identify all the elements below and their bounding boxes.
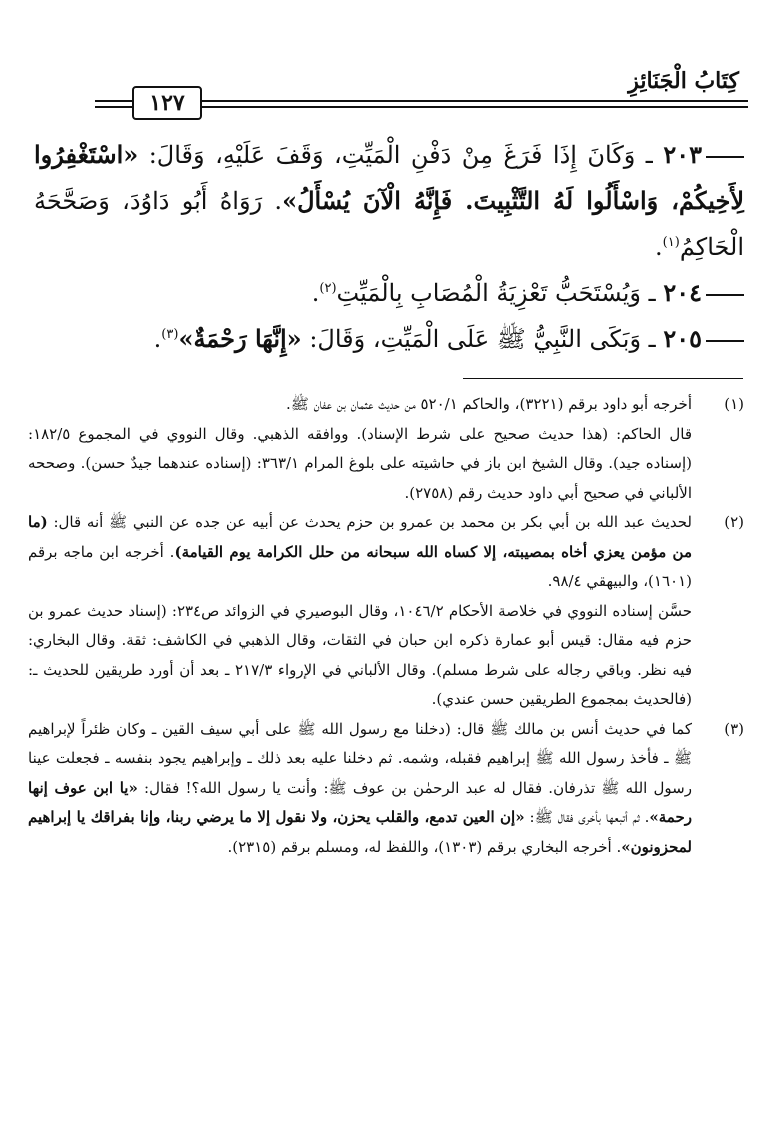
hadith-text: ـ وَكَانَ إِذَا فَرَغَ مِنْ دَفْنِ الْمَيِّتِ، وَقَفَ عَلَيْهِ، وَقَالَ: (138, 141, 653, 169)
page-number: ١٢٧ (132, 86, 202, 120)
footnote-body (28, 715, 692, 863)
hadith-text-block (34, 132, 744, 362)
book-title: كِتَابُ الْجَنَائِزِ (628, 68, 739, 94)
footnote-ref[interactable]: (١) (662, 235, 680, 250)
header-rule (200, 100, 748, 102)
footnote-paragraph: حسَّن إسناده النووي في خلاصة الأحكام ١٠٤٦/٢، وقال البوصيري في الزوائد ص٢٣٤: (إسناد حديث عمرو بن حزم فيه مقال: قيس أبو عمارة ذكره ابن حبان في الثقات، وقال الذهبي في الكاشف: ثقة. وقال البخاري: فيه نظر. وباقي رجاله على شرط مسلم). وقال الألباني في الإرواء ٢١٧/٣ ـ بعد أن أورد طريقين للحديث ـ: (فالحديث بمجموع الطريقين حسن عندي). (28, 601, 693, 708)
hadith-203 (34, 132, 744, 270)
footnote-body (28, 508, 692, 715)
footnote-paragraph (28, 508, 692, 597)
hadith-number-marker (663, 278, 744, 307)
footnote-number: (١) (724, 395, 744, 413)
footnote-quote: «إن العين تدمع، والقلب يحزن، ولا نقول إلا ما يرضي ربنا، وإنا بفراقك يا إبراهيم لمحزونون» (28, 808, 692, 856)
footnote-quote: «يا ابن عوف إنها رحمة» (28, 778, 692, 826)
footnote-quote: (ما من مؤمن يعزي أخاه بمصيبته، إلا كساه الله سبحانه من حلل الكرامة يوم القيامة) (28, 513, 693, 561)
footnote-separator (463, 378, 743, 379)
hadith-text: ـ وَيُسْتَحَبُّ تَعْزِيَةُ الْمُصَابِ بِالْمَيِّتِ (336, 279, 656, 307)
footnote-body (28, 390, 692, 508)
footnote-text: . أخرجه ابن ماجه برقم (١٦٠١)، والبيهقي ٩٨/٤. (28, 542, 692, 590)
hadith-quote: «إِنَّهَا رَحْمَةٌ» (178, 324, 302, 353)
hadith-end: . (655, 233, 663, 261)
footnote-text: لحديث عبد الله بن أبي بكر بن محمد بن عمرو بن حزم يحدث عن أبيه عن جده عن النبي ﷺ أنه قال: (47, 513, 692, 531)
hadith-205 (34, 316, 744, 362)
footnote-3 (28, 715, 744, 863)
footnote-paragraph: أخرجه أبو داود برقم (٣٢٢١)، والحاكم ٥٢٠/١ من حديث عثمان بن عفان ﷺ. (285, 395, 692, 413)
footnote-2 (28, 508, 744, 715)
marker-dash (706, 294, 744, 296)
footnote-ref[interactable]: (٢) (319, 281, 337, 296)
footnote-text: كما في حديث أنس بن مالك ﷺ قال: (دخلنا مع رسول الله ﷺ على أبي سيف القين ـ وكان ظئراً لإبراهيم ﷺ ـ فأخذ رسول الله ﷺ إبراهيم فقبله، وشمه. ثم دخلنا عليه بعد ذلك ـ وإبراهيم يجود بنفسه ـ فجعلت عينا رسول الله ﷺ تذرفان. فقال له عبد الرحمٰن بن عوف ﷺ: وأنت يا رسول الله؟! فقال: (28, 719, 692, 797)
footnote-ref[interactable]: (٣) (161, 327, 179, 342)
hadith-quote: «اسْتَغْفِرُوا لِأَخِيكُمْ، وَاسْأَلُوا لَهُ التَّثْبِيتَ. فَإِنَّهُ الْآنَ يُسْأَلُ» (34, 140, 745, 215)
hadith-text: . رَوَاهُ أَبُو دَاوُدَ، وَصَحَّحَهُ الْحَاكِمُ (34, 187, 744, 261)
hadith-end: . (311, 279, 320, 307)
header-rule (200, 106, 748, 108)
footnote-number: (٢) (724, 513, 744, 531)
footnote-1 (28, 390, 744, 508)
hadith-text: ـ وَبَكَى النَّبِيُّ ﷺ عَلَى الْمَيِّتِ، وَقَالَ: (301, 325, 656, 353)
footnotes (28, 390, 744, 862)
hadith-number: ٢٠٥ (663, 324, 702, 353)
hadith-end: . (153, 325, 162, 353)
footnote-text: . ثم أتبعها بأخرى فقال ﷺ: (524, 808, 650, 826)
footnote-number: (٣) (724, 719, 744, 738)
header-rule (95, 106, 135, 108)
marker-dash (706, 156, 744, 158)
footnote-paragraph: قال الحاكم: (هذا حديث صحيح على شرط الإسناد). ووافقه الذهبي. وقال النووي في المجموع ١٨٢/٥: (إسناده جيد). وقال الشيخ ابن باز في حاشيته على بلوغ المرام ٣٦٣/١: (إسناده عندهما جيدٌ حسن). وصححه الألباني في صحيح أبي داود حديث رقم (٢٧٥٨). (28, 424, 692, 502)
marker-dash (706, 340, 744, 342)
hadith-number-marker (663, 324, 744, 353)
hadith-204 (34, 270, 744, 316)
hadith-number-marker (663, 140, 744, 169)
footnote-paragraph (28, 715, 692, 863)
hadith-number: ٢٠٣ (663, 140, 702, 169)
footnote-text: . أخرجه البخاري برقم (١٣٠٣)، واللفظ له، ومسلم برقم (٢٣١٥). (227, 837, 622, 856)
header-rule (95, 100, 135, 102)
hadith-number: ٢٠٤ (663, 278, 702, 307)
